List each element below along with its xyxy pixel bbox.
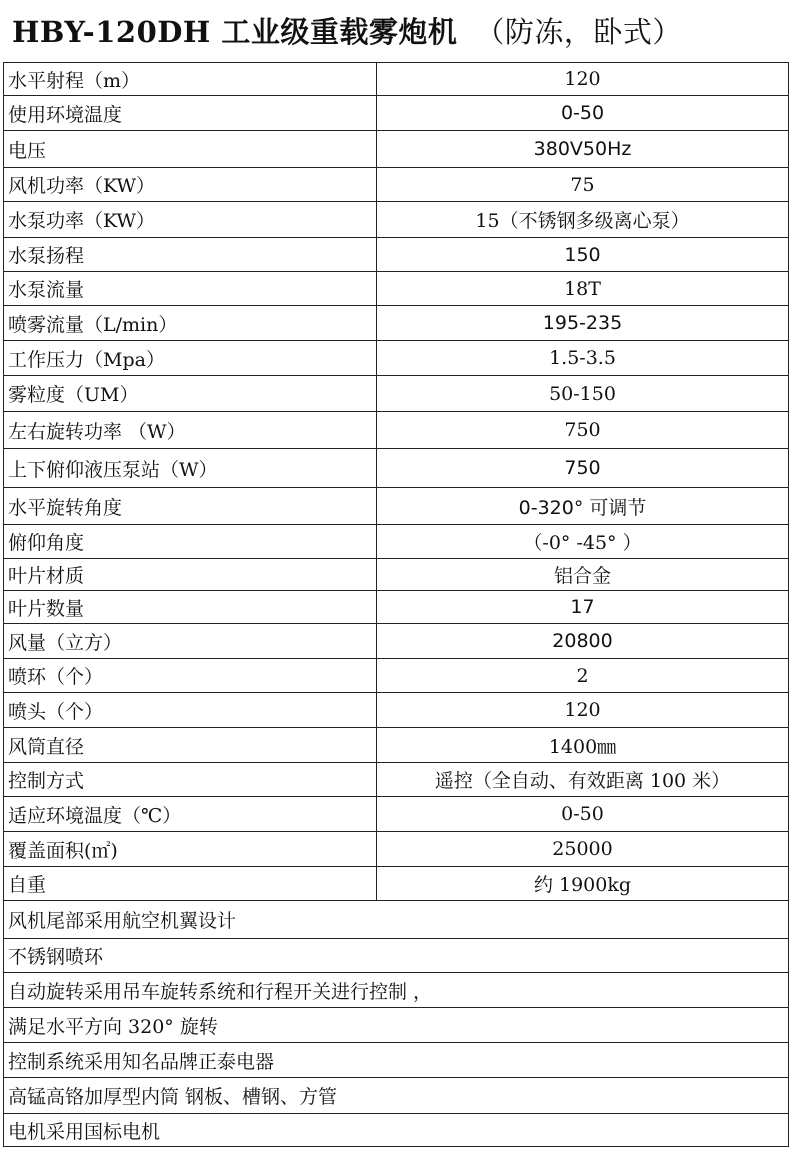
feature-text: 自动旋转采用吊车旋转系统和行程开关进行控制 ，	[4, 973, 789, 1008]
spec-value: 15（不锈钢多级离心泵）	[377, 202, 789, 238]
feature-row	[4, 939, 789, 973]
spec-label: 上下俯仰液压泵站（W）	[4, 449, 377, 488]
feature-row	[4, 901, 789, 939]
spec-label: 水泵扬程	[4, 238, 377, 272]
spec-row	[4, 763, 789, 797]
feature-text: 电机采用国标电机	[4, 1114, 789, 1147]
spec-value: 25000	[377, 832, 789, 867]
spec-value: 75	[377, 168, 789, 202]
spec-row	[4, 272, 789, 306]
spec-row	[4, 832, 789, 867]
spec-row	[4, 412, 789, 449]
spec-row	[4, 559, 789, 591]
spec-value: 120	[377, 693, 789, 728]
spec-label: 喷雾流量（L/min）	[4, 306, 377, 341]
spec-value: （-0° -45° ）	[377, 525, 789, 559]
spec-value: 750	[377, 412, 789, 449]
spec-row	[4, 341, 789, 376]
feature-row	[4, 1008, 789, 1043]
product-subtitle: （防冻，卧式）	[475, 15, 682, 49]
spec-value: 铝合金	[377, 559, 789, 591]
feature-text: 满足水平方向 320° 旋转	[4, 1008, 789, 1043]
spec-label: 适应环境温度（℃）	[4, 797, 377, 832]
spec-row	[4, 96, 789, 131]
feature-text: 控制系统采用知名品牌正泰电器	[4, 1043, 789, 1078]
spec-label: 水泵功率（KW）	[4, 202, 377, 238]
spec-label: 叶片材质	[4, 559, 377, 591]
product-title: HBY-120DH 工业级重载雾炮机	[12, 15, 458, 49]
spec-row	[4, 797, 789, 832]
spec-label: 水平射程（m）	[4, 63, 377, 96]
spec-label: 风筒直径	[4, 728, 377, 763]
spec-label: 风量（立方）	[4, 624, 377, 659]
spec-row	[4, 131, 789, 168]
feature-row	[4, 1114, 789, 1147]
spec-value: 20800	[377, 624, 789, 659]
spec-row	[4, 693, 789, 728]
spec-row	[4, 525, 789, 559]
spec-row	[4, 376, 789, 412]
spec-value: 遥控（全自动、有效距离 100 米）	[377, 763, 789, 797]
spec-label: 自重	[4, 867, 377, 901]
spec-label: 水泵流量	[4, 272, 377, 306]
feature-text: 风机尾部采用航空机翼设计	[4, 901, 789, 939]
spec-value: 17	[377, 591, 789, 624]
spec-row	[4, 449, 789, 488]
spec-value: 120	[377, 63, 789, 96]
spec-value: 1.5-3.5	[377, 341, 789, 376]
feature-row	[4, 973, 789, 1008]
spec-row	[4, 238, 789, 272]
spec-label: 喷头（个）	[4, 693, 377, 728]
spec-value: 0-50	[377, 797, 789, 832]
spec-label: 控制方式	[4, 763, 377, 797]
spec-label: 使用环境温度	[4, 96, 377, 131]
spec-value: 2	[377, 659, 789, 693]
spec-value: 约 1900kg	[377, 867, 789, 901]
spec-label: 喷环（个）	[4, 659, 377, 693]
feature-row	[4, 1043, 789, 1078]
spec-label: 覆盖面积(㎡)	[4, 832, 377, 867]
spec-row	[4, 867, 789, 901]
page-title	[12, 8, 782, 56]
spec-label: 叶片数量	[4, 591, 377, 624]
spec-label: 水平旋转角度	[4, 488, 377, 525]
spec-value: 50-150	[377, 376, 789, 412]
spec-row	[4, 168, 789, 202]
spec-row	[4, 306, 789, 341]
spec-row	[4, 728, 789, 763]
feature-text: 高锰高铬加厚型内筒 钢板、槽钢、方管	[4, 1078, 789, 1114]
spec-row	[4, 591, 789, 624]
spec-label: 俯仰角度	[4, 525, 377, 559]
spec-label: 工作压力（Mpa）	[4, 341, 377, 376]
spec-value: 1400㎜	[377, 728, 789, 763]
spec-row	[4, 659, 789, 693]
spec-row	[4, 488, 789, 525]
spec-row	[4, 202, 789, 238]
spec-label: 风机功率（KW）	[4, 168, 377, 202]
spec-row	[4, 624, 789, 659]
spec-value: 380V50Hz	[377, 131, 789, 168]
spec-row	[4, 63, 789, 96]
feature-text: 不锈钢喷环	[4, 939, 789, 973]
spec-table	[3, 62, 789, 1147]
spec-value: 18T	[377, 272, 789, 306]
spec-value: 0-50	[377, 96, 789, 131]
spec-value: 0-320° 可调节	[377, 488, 789, 525]
spec-value: 150	[377, 238, 789, 272]
spec-label: 雾粒度（UM）	[4, 376, 377, 412]
feature-row	[4, 1078, 789, 1114]
spec-value: 750	[377, 449, 789, 488]
spec-label: 左右旋转功率 （W）	[4, 412, 377, 449]
spec-label: 电压	[4, 131, 377, 168]
spec-value: 195-235	[377, 306, 789, 341]
